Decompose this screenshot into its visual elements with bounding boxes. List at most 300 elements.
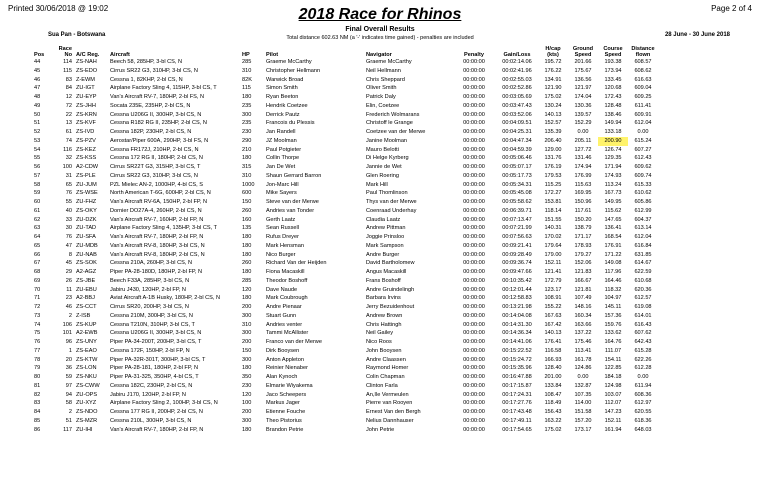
cell-pos: 44 xyxy=(34,59,41,66)
table-row xyxy=(32,76,658,85)
cell-aircraft: Cirrus SR20, 200HP, 3-bl CS, N xyxy=(110,304,189,311)
cell-race-no: 26 xyxy=(65,277,72,284)
cell-navigator: Mauro Belotti xyxy=(366,146,399,153)
cell-hcap: 179.53 xyxy=(544,172,562,179)
table-row xyxy=(32,146,658,155)
cell-hp: 230 xyxy=(242,382,252,389)
cell-distance-flown: 608.36 xyxy=(634,391,652,398)
cell-hcap: 152.57 xyxy=(544,120,562,127)
cell-penalty: 00:00:00 xyxy=(463,146,485,153)
cell-pilot: Derrick Pautz xyxy=(266,111,300,118)
cell-ground-speed: 127.72 xyxy=(574,146,592,153)
cell-aircraft: Van's Aircraft RV-6A, 150HP, 2-bl FP, N xyxy=(110,199,208,206)
cell-pos: 76 xyxy=(34,339,41,346)
cell-distance-flown: 609.04 xyxy=(634,85,652,92)
cell-hp: 300 xyxy=(242,330,252,337)
cell-hp: 82K xyxy=(242,76,252,83)
cell-hp: 600 xyxy=(242,190,252,197)
cell-gain-loss: 00:17:49.11 xyxy=(502,417,532,424)
cell-hcap: 140.31 xyxy=(544,225,562,232)
cell-ac-reg: ZU-JUM xyxy=(76,181,97,188)
cell-hp: 300 xyxy=(242,356,252,363)
table-row xyxy=(32,216,658,225)
cell-course-speed: 147.23 xyxy=(604,409,622,416)
cell-aircraft: Van's Aircraft RV-7, 180HP, 2-bl FS, N xyxy=(110,94,205,101)
cell-ac-reg: ZS-EAO xyxy=(76,347,97,354)
cell-distance-flown: 612.57 xyxy=(634,295,652,302)
cell-hp: 180 xyxy=(242,426,252,433)
dates-label: 28 June - 30 June 2018 xyxy=(664,32,730,38)
cell-aircraft: Cessna 172 RG II, 180HP, 2-bl CS, N xyxy=(110,155,203,162)
cell-pos: 61 xyxy=(34,207,41,214)
table-row xyxy=(32,259,658,268)
cell-gain-loss: 00:14:04.08 xyxy=(502,312,532,319)
cell-navigator: Andrew Pittman xyxy=(366,225,406,232)
cell-hp: 100 xyxy=(242,400,252,407)
cell-ac-reg: Z-ISB xyxy=(76,312,91,319)
cell-ground-speed: 151.58 xyxy=(574,409,592,416)
cell-hp: 150 xyxy=(242,199,252,206)
cell-hcap: 118.14 xyxy=(544,207,562,214)
cell-ac-reg: ZS-CCT xyxy=(76,304,97,311)
cell-race-no: 31 xyxy=(65,172,72,179)
cell-hcap: 176.19 xyxy=(544,164,562,171)
cell-distance-flown: 610.68 xyxy=(634,277,652,284)
cell-course-speed: 126.74 xyxy=(604,146,622,153)
cell-pos: 53 xyxy=(34,137,41,144)
cell-hcap: 118.49 xyxy=(544,400,562,407)
cell-aircraft: Airplane Factory Sling 4, 135HP, 3-bl CS, T xyxy=(110,225,218,232)
cell-gain-loss: 00:02:52.86 xyxy=(502,85,532,92)
cell-pilot: Theo Pistorius xyxy=(266,417,302,424)
cell-penalty: 00:00:00 xyxy=(463,260,485,267)
cell-navigator: Nico Roos xyxy=(366,339,392,346)
cell-ac-reg: ZS-OKY xyxy=(76,207,97,214)
cell-ground-speed: 175.46 xyxy=(574,339,592,346)
cell-course-speed: 145.11 xyxy=(604,304,622,311)
cell-ac-reg: ZS-SOK xyxy=(76,260,97,267)
cell-pilot: Tammi McAllister xyxy=(266,330,309,337)
cell-ac-reg: A2-EWB xyxy=(76,330,98,337)
cell-gain-loss: 00:17:43.48 xyxy=(502,409,532,416)
cell-aircraft: Cessna FR172J, 210HP, 2-bl CS, N xyxy=(110,146,199,153)
cell-ground-speed: 160.34 xyxy=(574,312,592,319)
cell-penalty: 00:00:00 xyxy=(463,304,485,311)
cell-ground-speed: 174.94 xyxy=(574,164,592,171)
cell-navigator: Colin Chapman xyxy=(366,374,405,381)
cell-hcap: 167.63 xyxy=(544,312,562,319)
cell-ground-speed: 152.06 xyxy=(574,260,592,267)
table-row xyxy=(32,399,658,408)
cell-hp: 120 xyxy=(242,286,252,293)
cell-aircraft: Van's Aircraft RV-8, 180HP, 2-bl CS, N xyxy=(110,251,205,258)
cell-navigator: Frederich Wolmarans xyxy=(366,111,420,118)
cell-hp: 180 xyxy=(242,242,252,249)
cell-distance-flown: 607.27 xyxy=(634,146,652,153)
cell-race-no: 61 xyxy=(65,129,72,136)
cell-navigator: Graeme McCarthy xyxy=(366,59,412,66)
cell-hcap: 128.40 xyxy=(544,365,562,372)
cell-ground-speed: 157.20 xyxy=(574,417,592,424)
cell-ground-speed: 150.96 xyxy=(574,199,592,206)
table-row xyxy=(32,58,658,67)
cell-ac-reg: ZU-SFA xyxy=(76,234,96,241)
cell-pilot: Elmarie Wiyakema xyxy=(266,382,313,389)
cell-ac-reg: ZS-JBE xyxy=(76,277,96,284)
cell-penalty: 00:00:00 xyxy=(463,181,485,188)
cell-pilot: Collin Thorpe xyxy=(266,155,300,162)
cell-hcap: 115.25 xyxy=(544,181,562,188)
cell-race-no: 29 xyxy=(65,269,72,276)
cell-navigator: Jerry Bezuidenhout xyxy=(366,304,415,311)
cell-hp: 180 xyxy=(242,234,252,241)
cell-course-speed: 120.68 xyxy=(604,85,622,92)
cell-hp: 180 xyxy=(242,365,252,372)
cell-penalty: 00:00:00 xyxy=(463,234,485,241)
col-header-hp: HP xyxy=(242,52,250,58)
cell-gain-loss: 00:05:34.31 xyxy=(502,181,532,188)
cell-navigator: Andrew Brown xyxy=(366,312,403,319)
col-header-distance-flown: Distance flown xyxy=(631,46,655,58)
table-row xyxy=(32,286,658,295)
cell-course-speed: 103.07 xyxy=(604,391,622,398)
cell-aircraft: North American T-6G, 600HP, 2-bl CS, N xyxy=(110,190,211,197)
cell-aircraft: Van's Aircraft RV-8, 180HP, 3-bl CS, N xyxy=(110,242,205,249)
cell-pos: 62 xyxy=(34,216,41,223)
page-number: Page 2 of 4 xyxy=(711,4,752,13)
cell-penalty: 00:00:00 xyxy=(463,251,485,258)
cell-distance-flown: 616.84 xyxy=(634,242,652,249)
table-row xyxy=(32,233,658,242)
cell-course-speed: 173.94 xyxy=(604,67,622,74)
cell-pilot: Dirk Booysen xyxy=(266,347,300,354)
cell-pos: 75 xyxy=(34,330,41,337)
cell-pos: 46 xyxy=(34,76,41,83)
cell-course-speed: 136.41 xyxy=(604,225,622,232)
table-row xyxy=(32,408,658,417)
cell-navigator: John Petrie xyxy=(366,426,395,433)
cell-pos: 74 xyxy=(34,321,41,328)
cell-aircraft: Cessna 210M, 300HP, 3-bl CS, N xyxy=(110,312,193,319)
cell-race-no: 74 xyxy=(65,137,72,144)
cell-gain-loss: 00:12:58.83 xyxy=(502,295,532,302)
cell-pilot: Andries van Tonder xyxy=(266,207,315,214)
cell-gain-loss: 00:07:21.99 xyxy=(502,225,532,232)
cell-race-no: 47 xyxy=(65,242,72,249)
cell-ac-reg: ZS-KTW xyxy=(76,356,98,363)
cell-penalty: 00:00:00 xyxy=(463,225,485,232)
cell-race-no: 94 xyxy=(65,391,72,398)
cell-aircraft: Cessna 177 RG II, 200HP, 2-bl CS, N xyxy=(110,409,203,416)
cell-pilot: Jan Randell xyxy=(266,129,296,136)
cell-ac-reg: A2-BBJ xyxy=(76,295,95,302)
cell-penalty: 00:00:00 xyxy=(463,242,485,249)
cell-pos: 52 xyxy=(34,129,41,136)
cell-distance-flown: 604.37 xyxy=(634,216,652,223)
col-header-pilot: Pilot xyxy=(266,52,279,58)
cell-pilot: Franco van der Merwe xyxy=(266,339,322,346)
cell-penalty: 00:00:00 xyxy=(463,277,485,284)
cell-ground-speed: 173.17 xyxy=(574,426,592,433)
table-row xyxy=(32,163,658,172)
cell-course-speed: 193.38 xyxy=(604,59,622,66)
table-row xyxy=(32,347,658,356)
cell-penalty: 00:00:00 xyxy=(463,172,485,179)
cell-distance-flown: 648.03 xyxy=(634,426,652,433)
cell-distance-flown: 615.24 xyxy=(634,137,652,144)
cell-ground-speed: 139.57 xyxy=(574,111,592,118)
cell-pilot: Fiona Macaskill xyxy=(266,269,305,276)
table-row xyxy=(32,303,658,312)
cell-aircraft: Cessna T210N, 310HP, 3-bl CS, T xyxy=(110,321,195,328)
cell-gain-loss: 00:07:13.47 xyxy=(502,216,532,223)
cell-hcap: 121.41 xyxy=(544,269,562,276)
cell-pilot: Hendrik Coetzee xyxy=(266,102,308,109)
cell-ground-speed: 121.81 xyxy=(574,286,592,293)
cell-gain-loss: 00:16:47.88 xyxy=(502,374,532,381)
cell-aircraft: Cessna 172F, 150HP, 2-bl FP, N xyxy=(110,347,190,354)
cell-ground-speed: 175.67 xyxy=(574,67,592,74)
cell-course-speed: 172.43 xyxy=(604,94,622,101)
cell-pos: 56 xyxy=(34,164,41,171)
col-header-gain-loss: Gain/Loss xyxy=(503,52,531,58)
cell-distance-flown: 613.14 xyxy=(634,225,652,232)
cell-course-speed: 164.76 xyxy=(604,339,622,346)
cell-pilot: Jaco Scheepers xyxy=(266,391,307,398)
cell-ac-reg: ZS-EDO xyxy=(76,67,98,74)
cell-ac-reg: ZU-IGT xyxy=(76,85,95,92)
cell-gain-loss: 00:05:06.46 xyxy=(502,155,532,162)
cell-pos: 58 xyxy=(34,181,41,188)
cell-course-speed: 128.48 xyxy=(604,102,622,109)
cell-race-no: 83 xyxy=(65,76,72,83)
printed-timestamp: Printed 30/06/2018 @ 19:02 xyxy=(8,4,109,13)
cell-race-no: 32 xyxy=(65,155,72,162)
cell-distance-flown: 615.33 xyxy=(634,181,652,188)
cell-penalty: 00:00:00 xyxy=(463,76,485,83)
col-header-penalty: Penalty xyxy=(464,52,484,58)
cell-hcap: 131.76 xyxy=(544,155,562,162)
cell-distance-flown: 612.99 xyxy=(634,207,652,214)
cell-race-no: 106 xyxy=(62,321,72,328)
cell-distance-flown: 612.28 xyxy=(634,365,652,372)
cell-penalty: 00:00:00 xyxy=(463,199,485,206)
cell-pilot: Reinier Nienaber xyxy=(266,365,308,372)
cell-gain-loss: 00:04:25.31 xyxy=(502,129,532,136)
table-row xyxy=(32,181,658,190)
cell-course-speed: 171.94 xyxy=(604,164,622,171)
cell-ac-reg: ZU-EBU xyxy=(76,286,97,293)
cell-hcap: 201.00 xyxy=(544,374,562,381)
cell-navigator: Nelius Dannhauser xyxy=(366,417,414,424)
cell-hp: 120 xyxy=(242,391,252,398)
cell-course-speed: 104.97 xyxy=(604,295,622,302)
cell-ground-speed: 150.20 xyxy=(574,216,592,223)
cell-course-speed: 200.90 xyxy=(598,137,628,146)
cell-aircraft: Van's Aircraft RV-7, 160HP, 2-bl FP, N xyxy=(110,216,204,223)
table-row xyxy=(32,137,658,146)
cell-race-no: 117 xyxy=(63,426,72,433)
cell-hcap: 195.72 xyxy=(544,59,562,66)
cell-hp: 350 xyxy=(242,374,252,381)
cell-ground-speed: 107.35 xyxy=(574,391,592,398)
cell-distance-flown: 611.41 xyxy=(634,102,652,109)
cell-ground-speed: 121.97 xyxy=(574,85,592,92)
cell-race-no: 2 xyxy=(68,409,72,416)
cell-course-speed: 112.07 xyxy=(604,400,622,407)
cell-ground-speed: 174.04 xyxy=(574,94,592,101)
cell-pos: 45 xyxy=(34,67,41,74)
cell-hp: 180 xyxy=(242,94,252,101)
cell-race-no: 45 xyxy=(65,260,72,267)
cell-distance-flown: 618.36 xyxy=(634,417,652,424)
cell-distance-flown: 605.86 xyxy=(634,199,652,206)
cell-pilot: Mark Hensman xyxy=(266,242,304,249)
cell-ground-speed: 161.78 xyxy=(574,356,592,363)
cell-hp: 235 xyxy=(242,120,252,127)
cell-hcap: 167.42 xyxy=(544,321,562,328)
cell-ac-reg: ZU-EYP xyxy=(76,94,97,101)
cell-pilot: Mike Sayers xyxy=(266,190,297,197)
cell-pilot: Alan Kynoch xyxy=(266,374,298,381)
cell-navigator: Claudia Laatz xyxy=(366,216,401,223)
col-header-ac-reg: A/C Reg. xyxy=(76,52,100,58)
cell-distance-flown: 619.08 xyxy=(634,304,652,311)
cell-ground-speed: 166.67 xyxy=(574,277,592,284)
cell-gain-loss: 00:02:55.03 xyxy=(502,76,532,83)
table-row xyxy=(32,207,658,216)
cell-ground-speed: 163.66 xyxy=(574,321,592,328)
cell-aircraft: Jabiru J170, 120HP, 2-bl FP, N xyxy=(110,391,186,398)
cell-hp: 200 xyxy=(242,409,252,416)
cell-navigator: Frans Boshoff xyxy=(366,277,401,284)
table-row xyxy=(32,251,658,260)
cell-course-speed: 149.95 xyxy=(604,199,622,206)
cell-race-no: 36 xyxy=(65,365,72,372)
table-row xyxy=(32,93,658,102)
cell-gain-loss: 00:09:28.49 xyxy=(502,251,532,258)
cell-gain-loss: 00:02:41.96 xyxy=(502,67,532,74)
cell-course-speed: 174.93 xyxy=(604,172,622,179)
cell-aircraft: Cessna 1, 82KHP, 2-bl CS, N xyxy=(110,76,183,83)
table-row xyxy=(32,242,658,251)
cell-navigator: Ernest Van den Bergh xyxy=(366,409,421,416)
cell-distance-flown: 620.36 xyxy=(634,286,652,293)
cell-hcap: 121.90 xyxy=(544,85,562,92)
cell-ac-reg: A2-CDW xyxy=(76,164,99,171)
cell-pilot: Andries venter xyxy=(266,321,303,328)
cell-gain-loss: 00:14:31.30 xyxy=(502,321,532,328)
table-row xyxy=(32,417,658,426)
cell-aircraft: Cirrus SR22 G3, 310HP, 3-bl CS, N xyxy=(110,172,198,179)
cell-navigator: Chris Sheppard xyxy=(366,76,405,83)
cell-race-no: 84 xyxy=(65,85,72,92)
cell-pos: 68 xyxy=(34,269,41,276)
cell-course-speed: 117.96 xyxy=(604,269,622,276)
cell-aircraft: Cessna 210L, 300HP, 3-bl CS, N xyxy=(110,417,192,424)
cell-pos: 67 xyxy=(34,260,41,267)
cell-race-no: 114 xyxy=(63,59,72,66)
table-row xyxy=(32,198,658,207)
cell-distance-flown: 0.00 xyxy=(637,374,649,381)
cell-course-speed: 115.62 xyxy=(604,207,622,214)
cell-ground-speed: 179.27 xyxy=(574,251,592,258)
cell-gain-loss: 00:14:41.06 xyxy=(502,339,532,346)
cell-pos: 80 xyxy=(34,374,41,381)
cell-aircraft: Aviat Aircraft A-1B Husky, 180HP, 2-bl CS, N xyxy=(110,295,221,302)
cell-distance-flown: 607.62 xyxy=(634,330,652,337)
cell-penalty: 00:00:00 xyxy=(463,382,485,389)
cell-aircraft: Cessna U206G II, 300HP, 3-bl CS, N xyxy=(110,330,202,337)
cell-course-speed: 154.11 xyxy=(604,356,622,363)
cell-ac-reg: A2-AGZ xyxy=(76,269,97,276)
cell-race-no: 76 xyxy=(65,234,72,241)
cell-course-speed: 168.54 xyxy=(604,234,622,241)
cell-navigator: Andre Gruindelingh xyxy=(366,286,415,293)
cell-pos: 59 xyxy=(34,190,41,197)
cell-gain-loss: 00:06:39.71 xyxy=(502,207,532,214)
cell-race-no: 115 xyxy=(63,67,72,74)
cell-race-no: 101 xyxy=(62,330,72,337)
cell-gain-loss: 00:09:36.74 xyxy=(502,260,532,267)
cell-gain-loss: 00:07:56.63 xyxy=(502,234,532,241)
cell-course-speed: 171.22 xyxy=(604,251,622,258)
cell-pos: 47 xyxy=(34,85,41,92)
cell-pos: 49 xyxy=(34,102,41,109)
cell-navigator: Andre Claassen xyxy=(366,356,406,363)
cell-course-speed: 184.18 xyxy=(604,374,622,381)
cell-gain-loss: 00:04:09.51 xyxy=(502,120,532,127)
cell-pilot: Jon-Marc Hill xyxy=(266,181,299,188)
cell-hcap: 108.47 xyxy=(544,391,562,398)
cell-race-no: 65 xyxy=(65,181,72,188)
cell-pos: 65 xyxy=(34,242,41,249)
cell-hcap: 133.84 xyxy=(544,382,562,389)
cell-ac-reg: ZU-XYZ xyxy=(76,400,97,407)
cell-navigator: Coetzee van der Merwe xyxy=(366,129,426,136)
cell-gain-loss: 00:12:01.44 xyxy=(502,286,532,293)
cell-navigator: Andre Burger xyxy=(366,251,400,258)
cell-hcap: 135.39 xyxy=(544,129,562,136)
cell-distance-flown: 612.97 xyxy=(634,400,652,407)
cell-aircraft: Van's Aircraft RV-7, 180HP, 2-bl FP, N xyxy=(110,426,204,433)
cell-distance-flown: 631.85 xyxy=(634,251,652,258)
cell-ground-speed: 130.36 xyxy=(574,102,592,109)
table-row xyxy=(32,67,658,76)
cell-hcap: 129.00 xyxy=(544,146,562,153)
cell-pos: 69 xyxy=(34,277,41,284)
table-row xyxy=(32,294,658,303)
cell-ground-speed: 138.79 xyxy=(574,225,592,232)
table-row xyxy=(32,391,658,400)
cell-pilot: Anton Appleton xyxy=(266,356,304,363)
cell-hp: 200 xyxy=(242,304,252,311)
cell-distance-flown: 0.00 xyxy=(637,129,649,136)
cell-hp: 135 xyxy=(242,225,252,232)
cell-pilot: JZ Moolman xyxy=(266,137,297,144)
cell-penalty: 00:00:00 xyxy=(463,207,485,214)
cell-aircraft: Jabiru J430, 120HP, 2-bl FP, N xyxy=(110,286,186,293)
cell-penalty: 00:00:00 xyxy=(463,400,485,407)
cell-hp: 115 xyxy=(242,85,251,92)
cell-hcap: 170.02 xyxy=(544,234,562,241)
table-row xyxy=(32,356,658,365)
cell-ground-speed: 205.11 xyxy=(574,137,592,144)
cell-penalty: 00:00:00 xyxy=(463,330,485,337)
cell-navigator: Joggie Prinsloo xyxy=(366,234,405,241)
cell-navigator: Clinton Farla xyxy=(366,382,398,389)
cell-course-speed: 113.24 xyxy=(604,181,622,188)
